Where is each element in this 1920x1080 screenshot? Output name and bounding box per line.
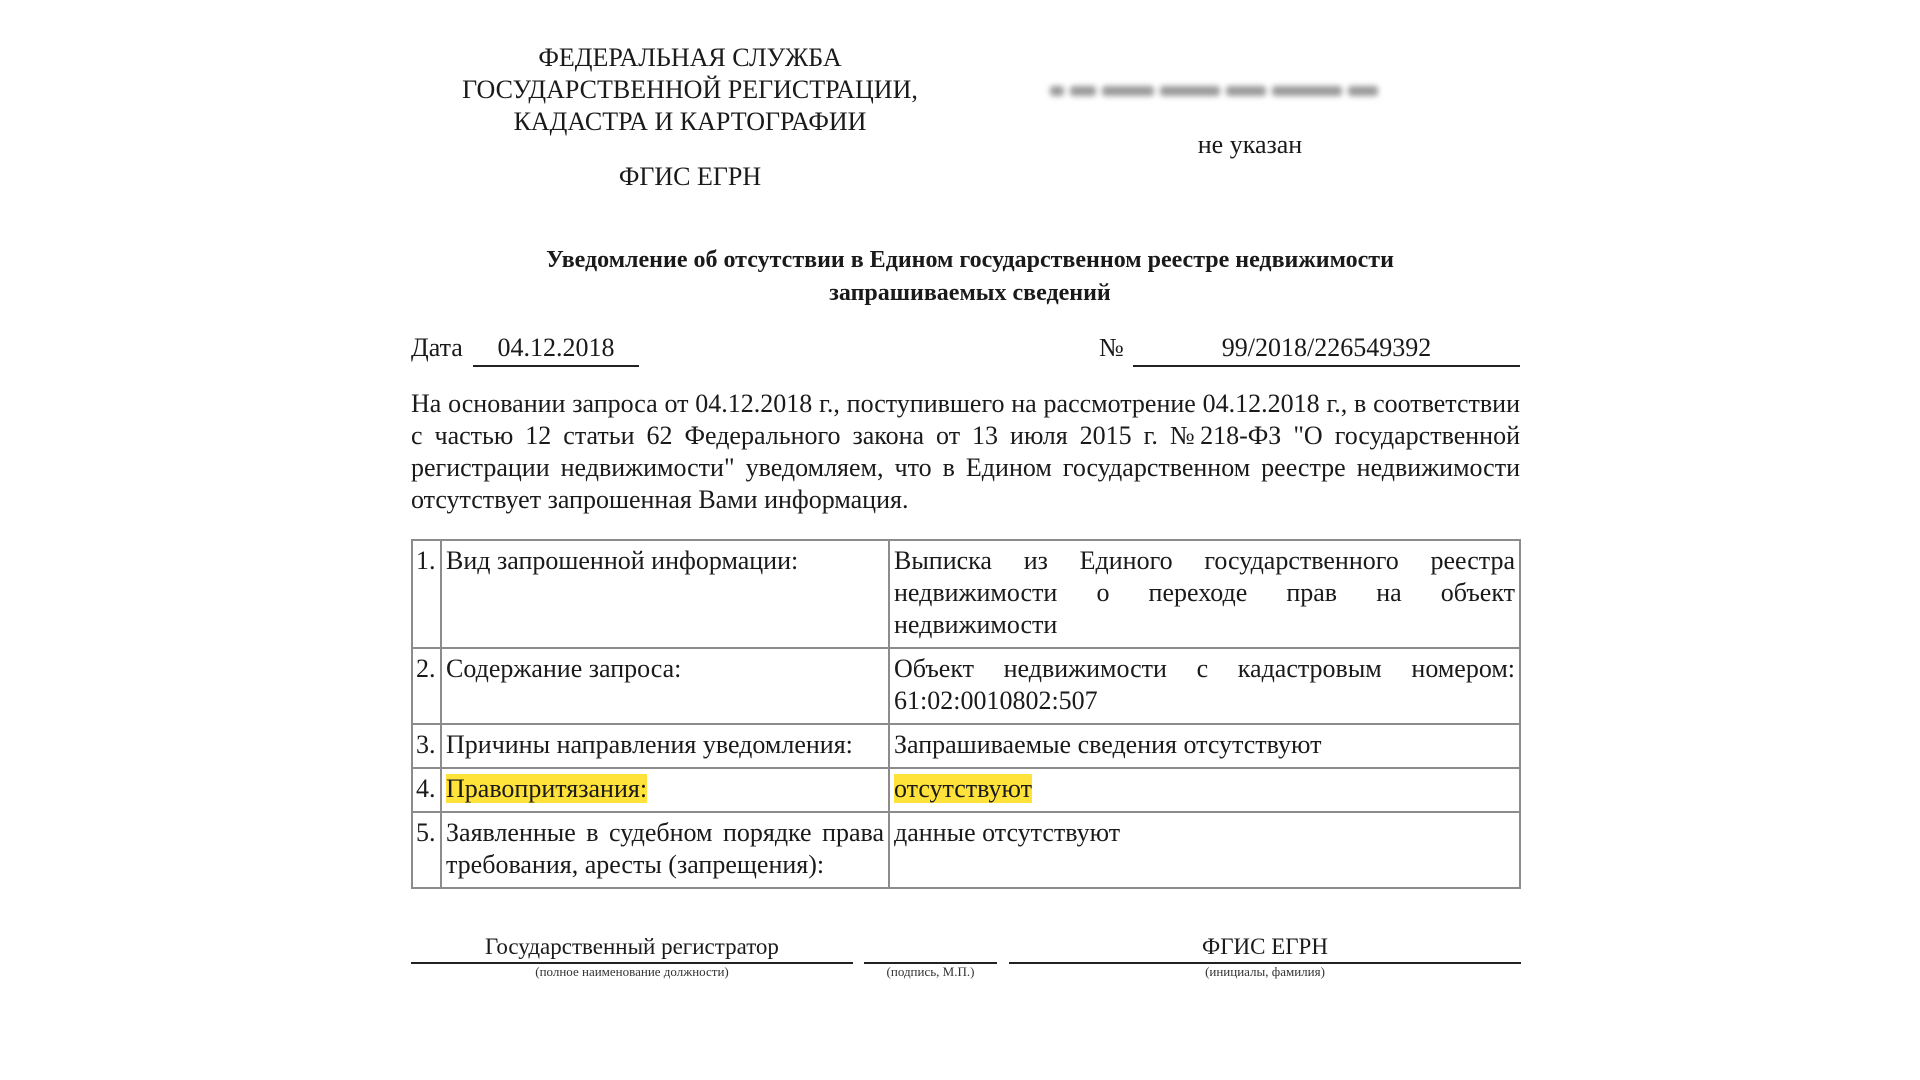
number-value: 99/2018/226549392 bbox=[1133, 333, 1520, 367]
row-value: Объект недвижимости с кадастровым номером: 61:02:0010802:507 bbox=[889, 648, 1520, 724]
signature-position: Государственный регистратор bbox=[411, 932, 853, 964]
signature-sign-caption: (подпись, М.П.) bbox=[886, 964, 975, 979]
row-label: Заявленные в судебном порядке права требования, аресты (запрещения): bbox=[441, 812, 889, 888]
row-number: 1. bbox=[412, 540, 441, 648]
redaction-block bbox=[1348, 86, 1378, 96]
row-label bbox=[441, 768, 889, 812]
row-value: Запрашиваемые сведения отсутствуют bbox=[889, 724, 1520, 768]
table-row bbox=[412, 648, 1520, 724]
row-label: Причины направления уведомления: bbox=[441, 724, 889, 768]
row-value: данные отсутствуют bbox=[889, 812, 1520, 888]
date-value: 04.12.2018 bbox=[473, 333, 639, 367]
redaction-block bbox=[1102, 86, 1154, 96]
row-value bbox=[889, 768, 1520, 812]
agency-line-1: ФЕДЕРАЛЬНАЯ СЛУЖБА bbox=[538, 43, 842, 72]
redaction-block bbox=[1050, 86, 1064, 96]
row-number: 5. bbox=[412, 812, 441, 888]
number-label: № bbox=[1099, 333, 1124, 362]
redaction-block bbox=[1070, 86, 1096, 96]
agency-name bbox=[425, 42, 955, 138]
row-number: 2. bbox=[412, 648, 441, 724]
redaction-block bbox=[1272, 86, 1342, 96]
date-label: Дата bbox=[411, 333, 463, 362]
recipient-name-redacted bbox=[1050, 76, 1440, 106]
row-number: 4. bbox=[412, 768, 441, 812]
table-row bbox=[412, 812, 1520, 888]
row-number: 3. bbox=[412, 724, 441, 768]
highlighted-value: отсутствуют bbox=[894, 774, 1032, 803]
date-number-row bbox=[411, 333, 1520, 369]
redaction-block bbox=[1160, 86, 1220, 96]
redaction-block bbox=[1226, 86, 1266, 96]
body-paragraph: На основании запроса от 04.12.2018 г., поступившего на рассмотрение 04.12.2018 г., в соответствии с частью 12 статьи 62 Федерального закона от 13 июля 2015 г. №218-ФЗ "О государственной регистрации недвижимости" уведомляем, что в Едином государственном реестре недвижимости отсутствует запрошенная Вами информация. bbox=[411, 389, 1520, 514]
title-line-1: Уведомление об отсутствии в Едином государственном реестре недвижимости bbox=[546, 247, 1394, 273]
agency-system: ФГИС ЕГРН bbox=[618, 162, 762, 191]
row-label: Содержание запроса: bbox=[441, 648, 889, 724]
signature-name-caption: (инициалы, фамилия) bbox=[1205, 964, 1325, 979]
highlighted-label: Правопритязания: bbox=[446, 774, 648, 803]
agency-line-3: КАДАСТРА И КАРТОГРАФИИ bbox=[513, 107, 867, 136]
signature-position-caption: (полное наименование должности) bbox=[535, 964, 729, 979]
signature-name: ФГИС ЕГРН bbox=[1009, 932, 1521, 964]
row-value: Выписка из Единого государственного реестра недвижимости о переходе прав на объект недвижимости bbox=[889, 540, 1520, 648]
info-table bbox=[411, 539, 1521, 889]
title-line-2: запрашиваемых сведений bbox=[829, 280, 1111, 306]
table-row bbox=[412, 540, 1520, 648]
agency-line-2: ГОСУДАРСТВЕННОЙ РЕГИСТРАЦИИ, bbox=[462, 75, 918, 104]
table-row bbox=[412, 724, 1520, 768]
signature-sign-line bbox=[864, 932, 997, 964]
table-row bbox=[412, 768, 1520, 812]
recipient-address: не указан bbox=[1197, 130, 1303, 159]
document-title bbox=[420, 244, 1520, 310]
row-label: Вид запрошенной информации: bbox=[441, 540, 889, 648]
